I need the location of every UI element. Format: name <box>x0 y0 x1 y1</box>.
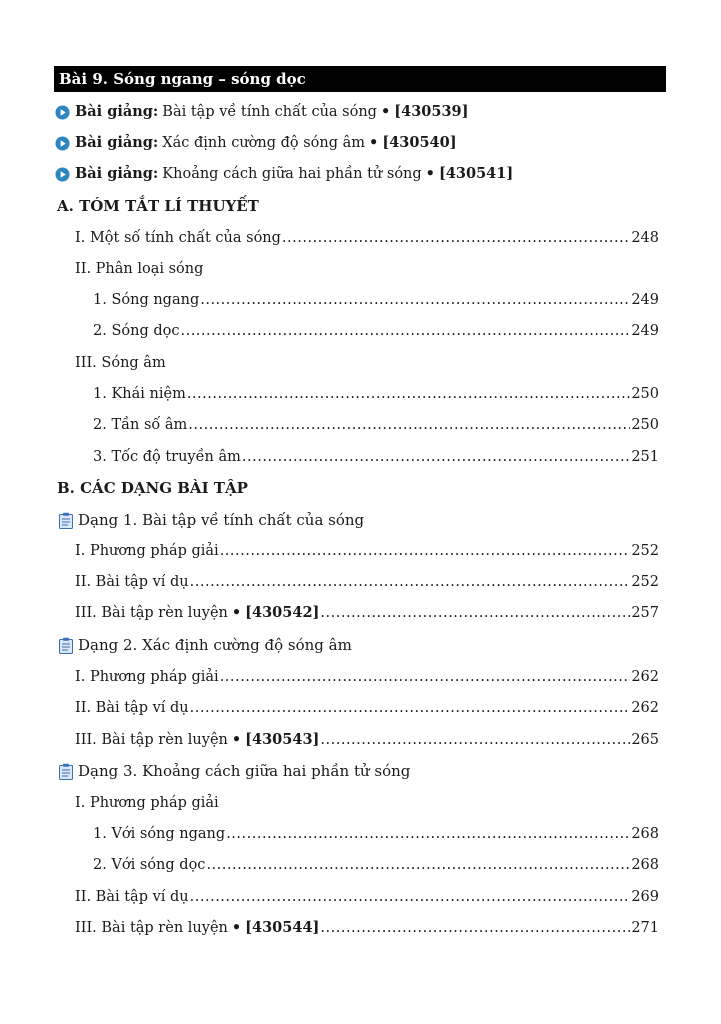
dot-leader <box>220 666 631 688</box>
lecture-code: [430539] <box>394 103 469 120</box>
toc-entry-title: II. Bài tập ví dụ <box>75 700 189 716</box>
lecture-label: Bài giảng: <box>75 165 159 182</box>
toc-page-number: 248 <box>631 230 659 246</box>
exercise-code: [430543] <box>245 731 320 748</box>
toc-entry-title: 1. Khái niệm <box>93 386 186 402</box>
dot-leader <box>226 823 630 845</box>
toc-entry[interactable] <box>75 917 659 939</box>
toc-page-number: 269 <box>631 889 659 905</box>
toc-page-number: 252 <box>631 574 659 590</box>
toc-entry-title: II. Bài tập ví dụ <box>75 889 189 905</box>
toc-entry[interactable] <box>75 602 659 624</box>
toc-entry-title: III. Bài tập rèn luyện <box>75 605 228 621</box>
toc-page-number: 251 <box>631 449 659 465</box>
exercise-code: [430542] <box>245 604 320 621</box>
dang-1-title: Dạng 1. Bài tập về tính chất của sóng <box>78 511 365 529</box>
dang-1-heading <box>58 509 364 531</box>
toc-entry[interactable] <box>93 414 659 436</box>
dang-2-title: Dạng 2. Xác định cường độ sóng âm <box>78 636 352 654</box>
lecture-link-3[interactable] <box>55 163 513 185</box>
dot-leader <box>282 227 630 249</box>
dang-3-heading <box>58 760 410 782</box>
toc-entry[interactable] <box>93 854 659 876</box>
dang-2-heading <box>58 634 352 656</box>
dot-leader <box>320 729 630 751</box>
dot-leader <box>320 602 630 624</box>
dot-leader <box>187 383 630 405</box>
toc-page-number: 249 <box>631 292 659 308</box>
toc-entry[interactable] <box>75 729 659 751</box>
lesson-title-bar <box>54 66 666 92</box>
lecture-label: Bài giảng: <box>75 134 159 151</box>
play-circle-icon <box>55 136 70 151</box>
toc-page-number: 252 <box>631 543 659 559</box>
dot-leader <box>190 886 631 908</box>
separator-dot: • <box>231 604 242 621</box>
exercise-code: [430544] <box>245 919 320 936</box>
toc-page-number: 257 <box>631 605 659 621</box>
separator-dot: • <box>425 165 435 182</box>
separator-dot: • <box>231 731 242 748</box>
clipboard-icon <box>58 512 74 529</box>
clipboard-icon <box>58 637 74 654</box>
section-a-heading: A. TÓM TẮT LÍ THUYẾT <box>57 197 259 215</box>
dot-leader <box>180 320 630 342</box>
dot-leader <box>188 414 630 436</box>
lecture-title: Xác định cường độ sóng âm <box>162 135 366 151</box>
toc-entry-title: 1. Sóng ngang <box>93 292 200 308</box>
dot-leader <box>190 571 631 593</box>
toc-entry[interactable] <box>93 320 659 342</box>
toc-page-number: 268 <box>631 857 659 873</box>
lecture-code: [430541] <box>438 165 514 182</box>
toc-page-number: 250 <box>631 386 659 402</box>
toc-entry[interactable] <box>93 446 659 468</box>
toc-entry-title: 2. Sóng dọc <box>93 323 180 339</box>
toc-entry-title: 2. Tần số âm <box>93 417 188 433</box>
toc-entry[interactable] <box>93 823 659 845</box>
toc-entry-title: III. Bài tập rèn luyện <box>75 732 228 748</box>
dot-leader <box>200 289 630 311</box>
separator-dot: • <box>380 103 391 120</box>
toc-entry[interactable] <box>75 571 659 593</box>
clipboard-icon <box>58 763 74 780</box>
toc-page-number: 262 <box>631 669 659 685</box>
lecture-title: Bài tập về tính chất của sóng <box>162 104 377 120</box>
toc-entry-title: 2. Với sóng dọc <box>93 857 206 873</box>
dot-leader <box>190 697 631 719</box>
lecture-label: Bài giảng: <box>75 103 159 120</box>
dot-leader <box>206 854 630 876</box>
toc-entry-title: I. Phương pháp giải <box>75 669 219 685</box>
toc-entry-title: I. Một số tính chất của sóng <box>75 230 281 246</box>
section-b-heading: B. CÁC DẠNG BÀI TẬP <box>57 479 248 497</box>
toc-group-title: I. Phương pháp giải <box>75 795 219 811</box>
lecture-link-2[interactable] <box>55 132 457 154</box>
toc-page-number: 271 <box>631 920 659 936</box>
toc-entry[interactable] <box>93 383 659 405</box>
toc-entry[interactable] <box>93 289 659 311</box>
toc-entry[interactable] <box>75 886 659 908</box>
play-circle-icon <box>55 167 70 182</box>
toc-entry-title: III. Bài tập rèn luyện <box>75 920 228 936</box>
dot-leader <box>242 446 630 468</box>
separator-dot: • <box>369 134 379 151</box>
toc-page-number: 250 <box>631 417 659 433</box>
toc-page-number: 262 <box>631 700 659 716</box>
lecture-link-1[interactable] <box>55 101 469 123</box>
play-circle-icon <box>55 105 70 120</box>
toc-entry-title: 3. Tốc độ truyền âm <box>93 449 241 465</box>
toc-entry[interactable] <box>75 697 659 719</box>
lecture-code: [430540] <box>382 134 457 151</box>
separator-dot: • <box>231 919 242 936</box>
toc-entry[interactable] <box>75 540 659 562</box>
toc-page-number: 249 <box>631 323 659 339</box>
toc-entry-title: II. Bài tập ví dụ <box>75 574 189 590</box>
lesson-title: Bài 9. Sóng ngang – sóng dọc <box>59 70 306 88</box>
dot-leader <box>320 917 630 939</box>
toc-entry[interactable] <box>75 227 659 249</box>
lecture-title: Khoảng cách giữa hai phần tử sóng <box>162 166 422 182</box>
dang-3-title: Dạng 3. Khoảng cách giữa hai phần tử sóng <box>78 762 411 780</box>
toc-entry-title: 1. Với sóng ngang <box>93 826 226 842</box>
toc-group-title: III. Sóng âm <box>75 355 166 371</box>
dot-leader <box>220 540 631 562</box>
toc-group-title: II. Phân loại sóng <box>75 261 204 277</box>
toc-entry[interactable] <box>75 666 659 688</box>
toc-page-number: 268 <box>631 826 659 842</box>
toc-entry-title: I. Phương pháp giải <box>75 543 219 559</box>
toc-page-number: 265 <box>631 732 659 748</box>
